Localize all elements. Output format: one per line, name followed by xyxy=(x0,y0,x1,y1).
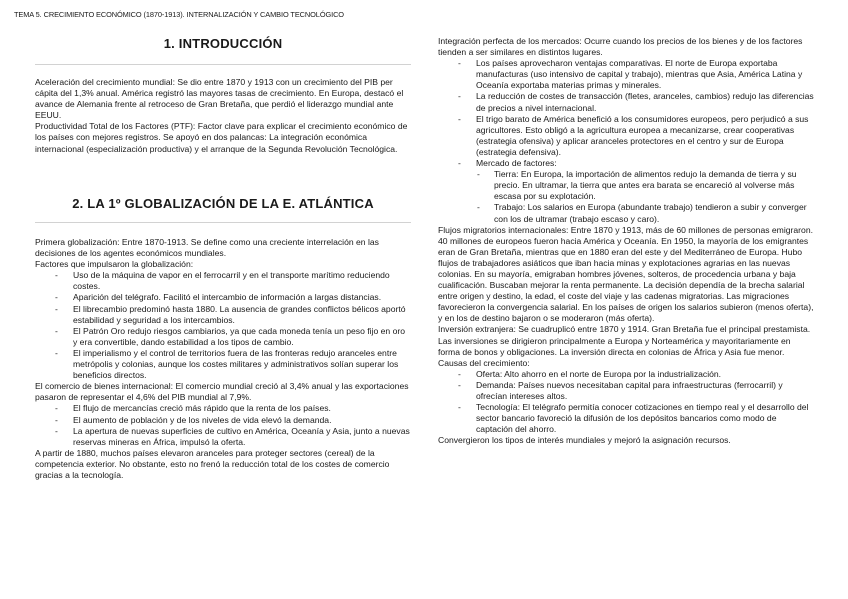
list-item: - Trabajo: Los salarios en Europa (abundante trabajo) tendieron a subir y converger con los de ultramar (trabajo escaso y caro). xyxy=(494,202,814,224)
list-item: - Oferta: Alto ahorro en el norte de Europa por la industrialización. xyxy=(476,369,814,380)
globalization-block xyxy=(35,237,411,481)
list-item: - Los países aprovecharon ventajas comparativas. El norte de Europa exportaba manufacturas (uso intensivo de capital y trabajo), mientras que Asia, América Latina y Oceanía exportaba materias primas y minerales. xyxy=(476,58,814,91)
list-item: - Demanda: Países nuevos necesitaban capital para infraestructuras (ferrocarril) y ofrecían intereses altos. xyxy=(476,380,814,402)
migration-paragraph: Flujos migratorios internacionales: Entre 1870 y 1913, más de 60 millones de personas emigraron. 40 millones de europeos fueron hacia América y Oceanía. En 1950, la mayoría de los emigrantes eran de Gran Bretaña, mientras que en 1880 eran del este y del Mediterráneo de Europa. Hubo flujos de trabajadores asiáticos que iban hacia minas y explotaciones agrarias en las nuevas colonias. En su mayoría, emigraban hombres jóvenes, solteros, de procedencia urbana y baja cualificación. Buscaban mejorar la renta permanente. La decisión dependía de la brecha salarial entre origen y destino, la edad, el coste del viaje y las cadenas migratorias. Las migraciones favorecieron la convergencia salarial. En los países de origen los salarios subieron (menos oferta), y en los de destino bajaron o se moderaron (más oferta). xyxy=(438,224,814,324)
list-item: - Tecnología: El telégrafo permitía conocer cotizaciones en tiempo real y el desarrollo del sector bancario favoreció la difusión de los depósitos bancarios como modo de captación del ahorro. xyxy=(476,402,814,435)
introduction-block xyxy=(35,77,411,155)
list-item: - El librecambio predominó hasta 1880. La ausencia de grandes conflictos bélicos aportó estabilidad y seguridad a los intercambios. xyxy=(73,304,411,326)
intro-paragraph-2: Productividad Total de los Factores (PTF): Factor clave para explicar el crecimiento económico de los países con mejores registros. Se apoyó en dos palancas: La integración económica internacional (especialización productiva) y el arranque de la Segunda Revolución Tecnológica. xyxy=(35,121,408,154)
tariffs-paragraph: A partir de 1880, muchos países elevaron aranceles para proteger sectores (cereal) de la competencia exterior. No obstante, esto no frenó la reducción total de los costes de comercio gracias a la tecnología. xyxy=(35,447,390,480)
section-2-title: 2. LA 1º GLOBALIZACIÓN DE LA E. ATLÁNTICA xyxy=(72,196,374,211)
list-item: - El imperialismo y el control de territorios fuera de las fronteras redujo aranceles entre metrópolis y colonias, aunque los costes militares y administrativos solían superar los beneficios directos. xyxy=(73,348,411,381)
page-header: TEMA 5. CRECIMIENTO ECONÓMICO (1870-1913). INTERNALIZACIÓN Y CAMBIO TECNOLÓGICO xyxy=(14,10,344,19)
list-item: - Mercado de factores: xyxy=(476,158,814,169)
integration-list xyxy=(438,58,814,169)
globalization-paragraph: Primera globalización: Entre 1870-1913. Se define como una creciente interrelación en las decisiones de los agentes económicos mundiales. xyxy=(35,237,379,259)
list-item: - Uso de la máquina de vapor en el ferrocarril y en el transporte marítimo reduciendo costes. xyxy=(73,270,411,292)
investment-paragraph: Inversión extranjera: Se cuadruplicó entre 1870 y 1914. Gran Bretaña fue el principal prestamista. Las inversiones se dirigieron principalmente a Europa y Norteamérica y mayoritariamente en forma de bonos y obligaciones. La inversión directa en colonias de África y Asia fue menor. Causas del crecimiento: xyxy=(438,324,811,368)
section-1-divider xyxy=(35,64,411,65)
list-item: - Tierra: En Europa, la importación de alimentos redujo la demanda de tierra y su precio. En ultramar, la tierra que antes era barata se encareció al volverse más escasa por su explotación. xyxy=(494,169,814,202)
list-item: - El trigo barato de América benefició a los consumidores europeos, pero perjudicó a sus agricultores. Esto obligó a la agricultura europea a mecanizarse, crear cooperativas (estrategia ofensiva) y aplicar aranceles protectores en el centro y sur de Europa (estrategia defensiva). xyxy=(476,114,814,158)
investment-causes-list xyxy=(438,369,814,436)
list-item: - La reducción de costes de transacción (fletes, aranceles, cambios) redujo las diferencias de precios a nivel internacional. xyxy=(476,91,814,113)
trade-list xyxy=(35,403,411,447)
factor-market-list xyxy=(438,169,814,224)
list-item: - La apertura de nuevas superficies de cultivo en América, Oceanía y Asia, junto a nuevas reservas mineras en África, impulsó la oferta. xyxy=(73,426,411,448)
list-item: - El Patrón Oro redujo riesgos cambiarios, ya que cada moneda tenía un peso fijo en oro y era convertible, dando estabilidad a los tipos de cambio. xyxy=(73,326,411,348)
integration-paragraph: Integración perfecta de los mercados: Ocurre cuando los precios de los bienes y de los factores tienden a ser similares en distintos lugares. xyxy=(438,36,803,58)
factors-heading: Factores que impulsaron la globalización: xyxy=(35,259,194,270)
right-column xyxy=(438,36,814,446)
list-item: - Aparición del telégrafo. Facilitó el intercambio de información a largas distancias. xyxy=(73,292,411,303)
convergence-paragraph: Convergieron los tipos de interés mundiales y mejoró la asignación recursos. xyxy=(438,435,731,446)
list-item: - El aumento de población y de los niveles de vida elevó la demanda. xyxy=(73,415,411,426)
section-2-divider xyxy=(35,222,411,223)
list-item: - El flujo de mercancías creció más rápido que la renta de los países. xyxy=(73,403,411,414)
section-1-title: 1. INTRODUCCIÓN xyxy=(163,36,283,51)
intro-paragraph-1: Aceleración del crecimiento mundial: Se dio entre 1870 y 1913 con un crecimiento del PIB per cápita del 1,3% anual. América registró las mayores tasas de crecimiento. En Europa, destacó el avance de Alemania frente al retroceso de Gran Bretaña, que perdió el liderazgo mundial ante EEUU. xyxy=(35,77,404,121)
factors-list xyxy=(35,270,411,381)
trade-paragraph: El comercio de bienes internacional: El comercio mundial creció al 3,4% anual y las exportaciones pasaron de representar el 4,6% del PIB mundial al 7,9%. xyxy=(35,381,409,403)
